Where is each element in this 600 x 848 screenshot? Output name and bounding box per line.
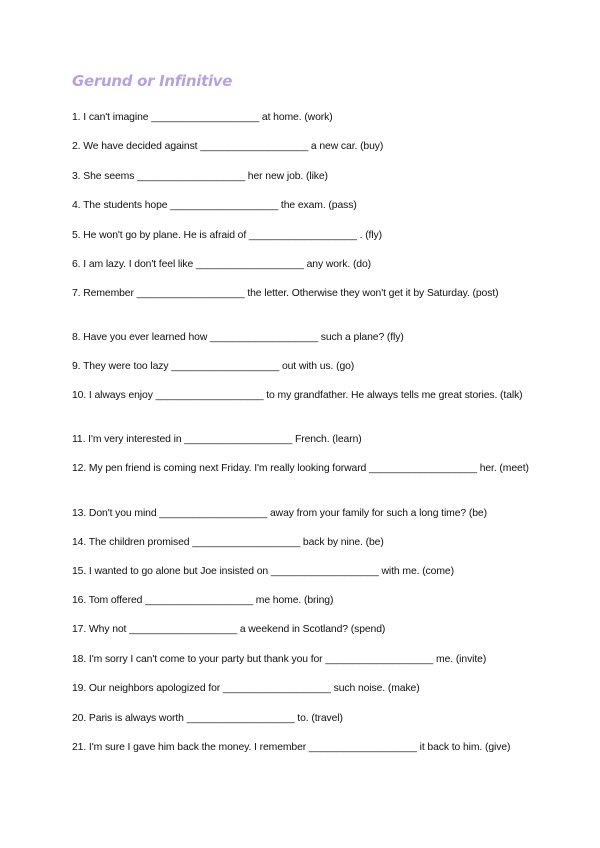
question-18: 18. I'm sorry I can't come to your party but thank you for ___________________ me. (invite) <box>72 654 487 665</box>
question-5: 5. He won't go by plane. He is afraid of ___________________ . (fly) <box>72 230 383 241</box>
question-13: 13. Don't you mind ___________________ away from your family for such a long time? (be) <box>72 508 487 519</box>
question-4: 4. The students hope ___________________ the exam. (pass) <box>72 200 357 211</box>
question-6: 6. I am lazy. I don't feel like ___________________ any work. (do) <box>72 259 372 270</box>
question-11: 11. I'm very interested in ___________________ French. (learn) <box>72 434 362 445</box>
question-16: 16. Tom offered ___________________ me home. (bring) <box>72 595 334 606</box>
question-9: 9. They were too lazy ___________________ out with us. (go) <box>72 361 355 372</box>
question-14: 14. The children promised ___________________ back by nine. (be) <box>72 537 384 548</box>
question-2: 2. We have decided against ___________________ a new car. (buy) <box>72 141 384 152</box>
question-1: 1. I can't imagine ___________________ at home. (work) <box>72 112 333 123</box>
question-10: 10. I always enjoy ___________________ to my grandfather. He always tells me great stories. (talk) <box>72 390 523 401</box>
worksheet-title: Gerund or Infinitive <box>72 72 233 90</box>
question-20: 20. Paris is always worth ___________________ to. (travel) <box>72 713 343 724</box>
question-3: 3. She seems ___________________ her new job. (like) <box>72 171 328 182</box>
question-17: 17. Why not ___________________ a weekend in Scotland? (spend) <box>72 624 386 635</box>
question-12: 12. My pen friend is coming next Friday. I'm really looking forward ___________________ her. (meet) <box>72 463 529 474</box>
question-19: 19. Our neighbors apologized for ___________________ such noise. (make) <box>72 683 420 694</box>
question-8: 8. Have you ever learned how ___________________ such a plane? (fly) <box>72 332 404 343</box>
question-7: 7. Remember ___________________ the letter. Otherwise they won't get it by Saturday. (post) <box>72 288 499 299</box>
question-15: 15. I wanted to go alone but Joe insisted on ___________________ with me. (come) <box>72 566 454 577</box>
question-21: 21. I'm sure I gave him back the money. I remember ___________________ it back to him. (give) <box>72 742 511 753</box>
